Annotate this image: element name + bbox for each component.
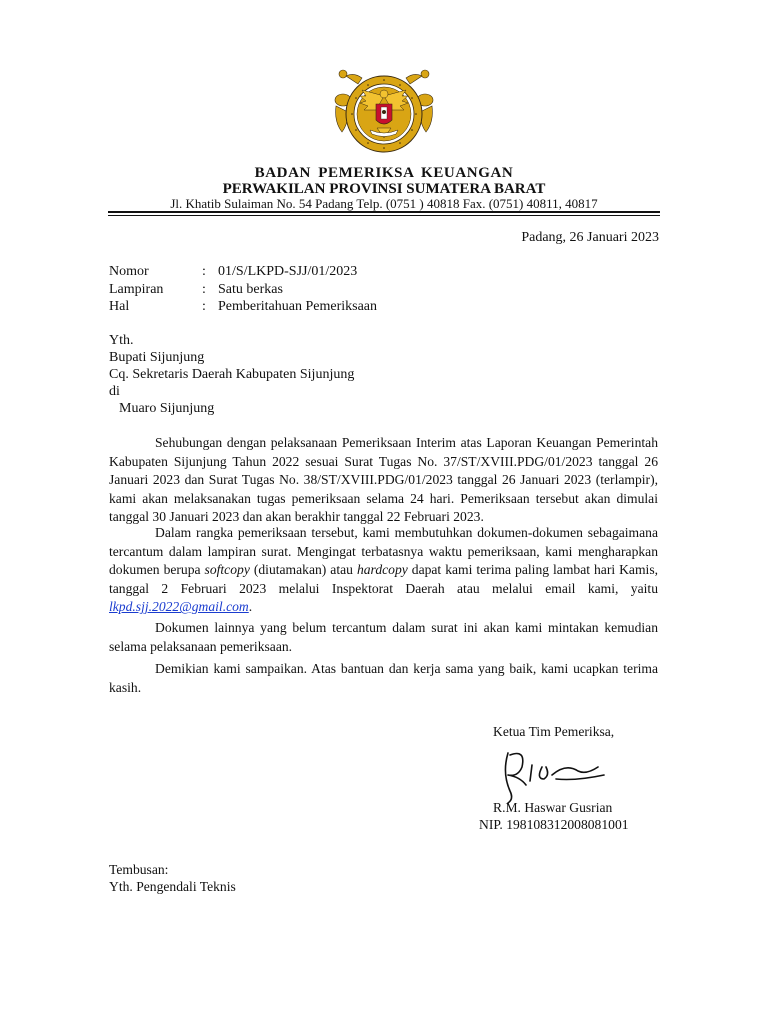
recipient-salutation: Yth. <box>109 333 134 348</box>
signatory-nip: NIP. 198108312008081001 <box>479 817 629 832</box>
meta-label: Nomor <box>109 264 149 279</box>
meta-colon: : <box>202 299 206 314</box>
signatory-name: R.M. Haswar Gusrian <box>493 800 613 815</box>
meta-colon: : <box>202 264 206 279</box>
body-paragraph-1 <box>109 434 658 527</box>
paragraph-text: Demikian kami sampaikan. Atas bantuan dan kerja sama yang baik, kami ucapkan terima kasih. <box>109 661 658 695</box>
meta-label: Lampiran <box>109 282 164 297</box>
paragraph-text: (diutamakan) atau <box>249 562 357 578</box>
org-address: Jl. Khatib Sulaiman No. 54 Padang Telp. (0751 ) 40818 Fax. (0751) 40811, 40817 <box>170 196 598 211</box>
cc-recipient: Yth. Pengendali Teknis <box>109 879 236 894</box>
recipient-name: Bupati Sijunjung <box>109 350 205 365</box>
meta-label: Hal <box>109 299 130 314</box>
org-name-line1: BADAN PEMERIKSA KEUANGAN <box>254 165 514 181</box>
bpk-emblem-logo <box>332 66 436 162</box>
body-paragraph-3 <box>109 619 658 656</box>
softcopy-term: softcopy <box>204 562 250 578</box>
email-link[interactable]: lkpd.sjj.2022@gmail.com <box>109 599 249 615</box>
paragraph-text: Dalam rangka pemeriksaan tersebut, kami membutuhkan dokumen-dokumen sebagaimana tercantum dalam lampiran surat. Mengingat terbatasnya waktu pemeriksaan, kami mengharapkan dokumen berupa <box>109 525 658 578</box>
meta-colon: : <box>202 282 206 297</box>
letterhead-divider-thin <box>108 215 660 216</box>
letter-date: Padang, 26 Januari 2023 <box>521 230 659 245</box>
signature-title: Ketua Tim Pemeriksa, <box>493 724 615 739</box>
paragraph-text: dapat kami terima paling lambat hari Kamis, tanggal 2 Februari 2023 melalui Inspektorat Daerah atau melalui email kami, yaitu <box>109 562 659 596</box>
hardcopy-term: hardcopy <box>356 562 408 578</box>
recipient-di: di <box>109 384 120 399</box>
body-paragraph-4 <box>109 660 658 697</box>
paragraph-text: . <box>248 599 253 615</box>
meta-value: 01/S/LKPD-SJJ/01/2023 <box>218 264 358 279</box>
meta-value: Pemberitahuan Pemeriksaan <box>218 299 378 314</box>
letterhead-divider-thick <box>108 211 660 213</box>
meta-value: Satu berkas <box>218 282 283 297</box>
paragraph-text: Dokumen lainnya yang belum tercantum dalam surat ini akan kami mintakan kemudian selama pelaksanaan pemeriksaan. <box>109 620 658 654</box>
org-name-line2: PERWAKILAN PROVINSI SUMATERA BARAT <box>222 181 546 197</box>
cc-heading: Tembusan: <box>109 862 169 877</box>
recipient-location: Muaro Sijunjung <box>119 401 215 416</box>
recipient-cq: Cq. Sekretaris Daerah Kabupaten Sijunjung <box>109 367 355 382</box>
paragraph-text: Sehubungan dengan pelaksanaan Pemeriksaan Interim atas Laporan Keuangan Pemerintah Kabupaten Sijunjung Tahun 2022 sesuai Surat Tugas No. 37/ST/XVIII.PDG/01/2023 tanggal 26 Januari 2023 dan Surat Tugas No. 38/ST/XVIII.PDG/01/2023 tanggal 26 Januari 2023 (terlampir), kami akan melaksanakan tugas pemeriksaan selama 24 hari. Pemeriksaan tersebut akan dimulai tanggal 30 Januari 2023 dan akan berakhir tanggal 22 Februari 2023. <box>109 435 658 525</box>
handwritten-signature <box>486 745 614 805</box>
body-paragraph-2 <box>109 524 658 617</box>
